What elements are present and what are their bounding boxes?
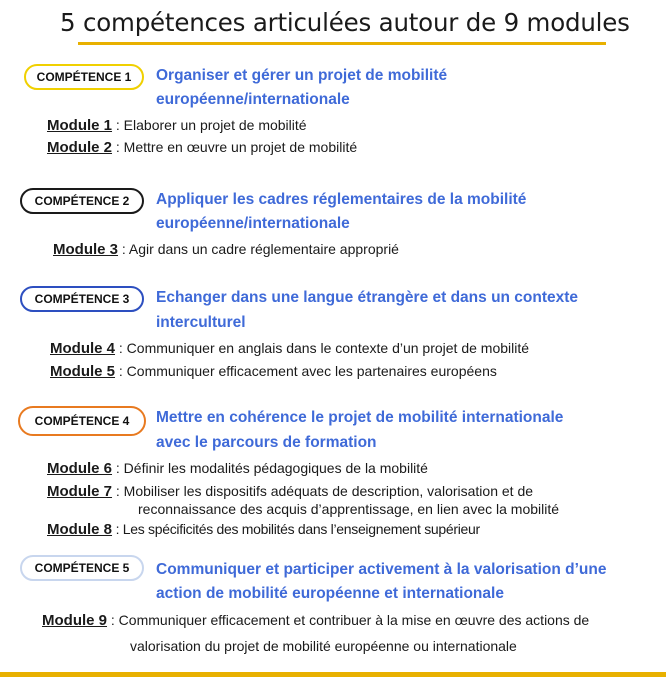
competence-5-badge: COMPÉTENCE 5 [20, 555, 144, 581]
module-3-description: : Agir dans un cadre réglementaire approprié [118, 241, 399, 257]
module-9-label: Module 9 [42, 612, 108, 629]
competence-1-badge: COMPÉTENCE 1 [24, 64, 144, 90]
module-6-label: Module 6 [47, 460, 113, 477]
module-4-description: : Communiquer en anglais dans le contexte d’un projet de mobilité [115, 340, 530, 356]
competence-4-badge: COMPÉTENCE 4 [18, 406, 146, 436]
competence-3-title-line-1: Echanger dans une langue étrangère et dans un contexte [156, 289, 579, 306]
module-7-label: Module 7 [47, 483, 113, 500]
competence-3-title-line-2: interculturel [156, 314, 246, 331]
module-6-description: : Définir les modalités pédagogiques de la mobilité [112, 460, 428, 476]
module-4-label: Module 4 [50, 340, 116, 357]
competence-4-title-line-2: avec le parcours de formation [156, 434, 377, 451]
module-9-description-line-2: valorisation du projet de mobilité européenne ou internationale [130, 638, 517, 654]
competence-5-title-line-1: Communiquer et participer activement à la valorisation d’une [156, 561, 607, 578]
module-9-description-line-1: : Communiquer efficacement et contribuer à la mise en œuvre des actions de [107, 612, 590, 628]
module-8-description: : Les spécificités des mobilités dans l’enseignement supérieur [112, 521, 480, 537]
module-6 [47, 460, 428, 477]
competence-2-badge: COMPÉTENCE 2 [20, 188, 144, 214]
competence-1-title-line-1: Organiser et gérer un projet de mobilité [156, 67, 448, 84]
module-7 [47, 483, 533, 500]
module-5 [50, 363, 497, 380]
module-5-label: Module 5 [50, 363, 116, 380]
page-title: 5 compétences articulées autour de 9 modules [60, 8, 630, 37]
competence-5-title-line-2: action de mobilité européenne et internationale [156, 585, 504, 602]
module-2 [47, 139, 357, 156]
competence-2-title-line-1: Appliquer les cadres réglementaires de la mobilité [156, 191, 527, 208]
module-1-description: : Elaborer un projet de mobilité [112, 117, 307, 133]
competence-1-title-line-2: européenne/internationale [156, 91, 350, 108]
competence-4-title-line-1: Mettre en cohérence le projet de mobilité internationale [156, 409, 564, 426]
footer-bar [0, 672, 666, 677]
module-8-label: Module 8 [47, 521, 113, 538]
module-2-description: : Mettre en œuvre un projet de mobilité [112, 139, 358, 155]
module-9 [42, 612, 589, 629]
title-underline [78, 42, 606, 45]
competence-2-title-line-2: européenne/internationale [156, 215, 350, 232]
module-1 [47, 117, 307, 134]
module-8 [47, 521, 480, 538]
competence-3-badge: COMPÉTENCE 3 [20, 286, 144, 312]
module-5-description: : Communiquer efficacement avec les partenaires européens [115, 363, 497, 379]
module-4 [50, 340, 529, 357]
module-2-label: Module 2 [47, 139, 113, 156]
module-3 [53, 241, 399, 258]
module-3-label: Module 3 [53, 241, 119, 258]
module-7-description-line-1: : Mobiliser les dispositifs adéquats de description, valorisation et de [112, 483, 534, 499]
module-7-description-line-2: reconnaissance des acquis d’apprentissage, en lien avec la mobilité [138, 501, 560, 517]
module-1-label: Module 1 [47, 117, 113, 134]
